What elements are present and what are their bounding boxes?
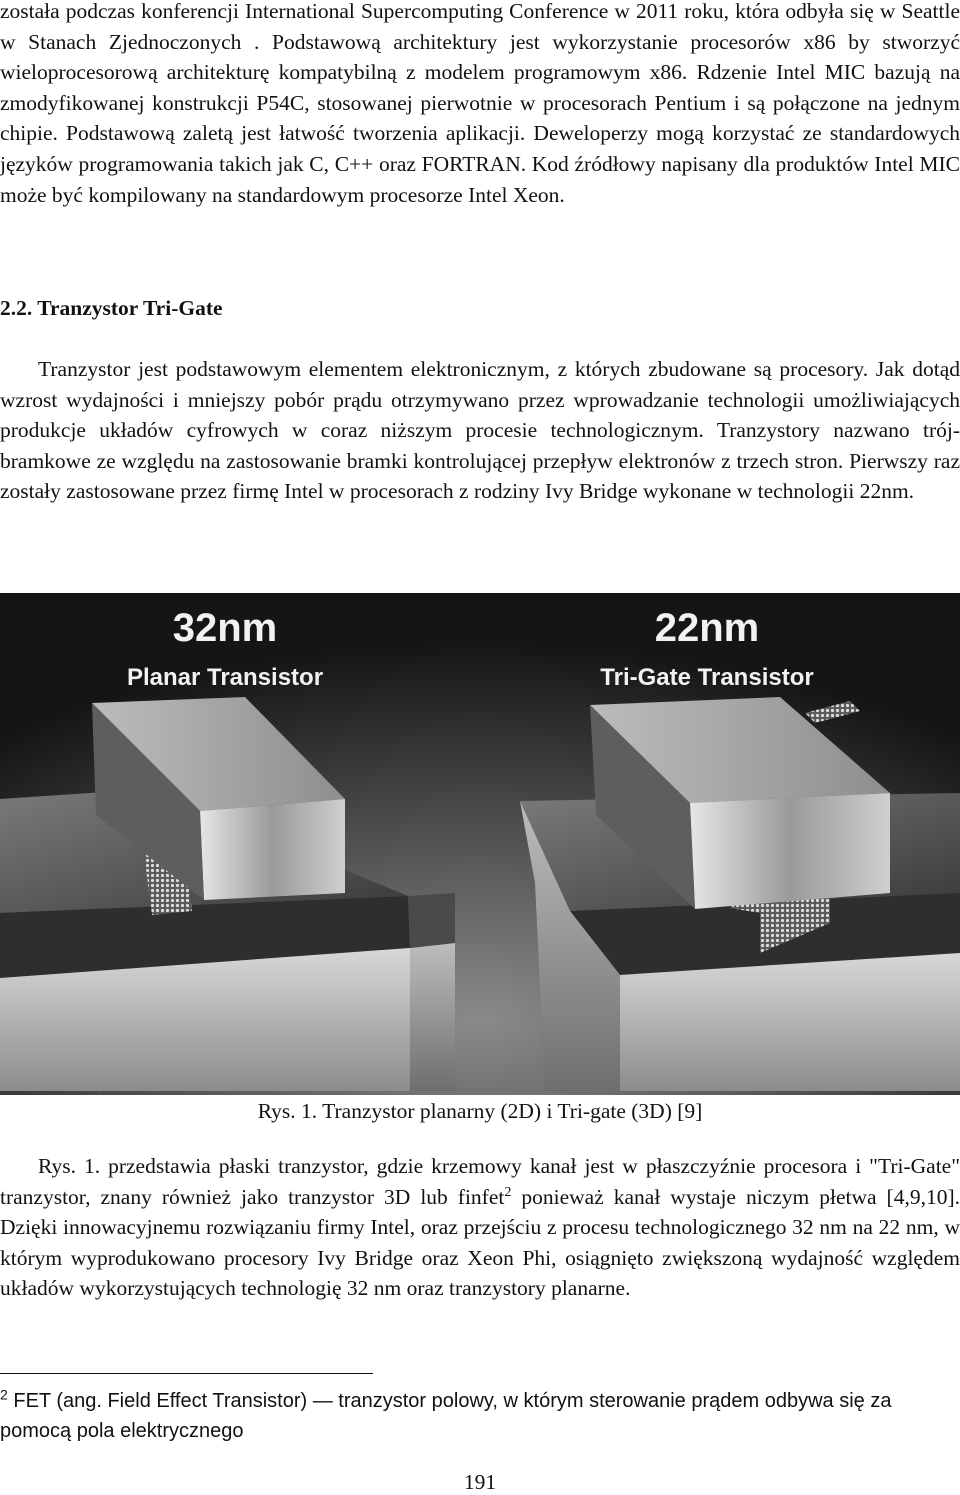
figure-description-paragraph bbox=[0, 1151, 960, 1304]
paragraph-text-b: ponieważ kanał wystaje niczym płetwa [4,9,10]. Dzięki innowacyjnemu rozwiązaniu firmy Intel, oraz przejściu z procesu technologicznego 32 nm na 22 nm, w którym wyprodukowano procesory Ivy Bridge oraz Xeon Phi, osiągnięto zwiększoną wydajność względem układów wykorzystujących technologię 32 nm oraz tranzystory planarne. bbox=[0, 1184, 960, 1301]
footnote-text: FET (ang. Field Effect Transistor) — tranzystor polowy, w którym sterowanie prądem odbywa się za pomocą pola elektrycznego bbox=[0, 1390, 892, 1442]
right-subtitle: Tri-Gate Transistor bbox=[600, 664, 814, 691]
left-subtitle: Planar Transistor bbox=[126, 664, 324, 691]
intro-paragraph: została podczas konferencji International Supercomputing Conference w 2011 roku, która odbyła się w Seattle w Stanach Zjednoczonych . Podstawową architektury jest wykorzystanie procesorów x86 by stworzyć wieloprocesorową architekturę kompatybilną z modelem programowym x86. Rdzenie Intel MIC bazują na zmodyfikowanej konstrukcji P54C, stosowanej pierwotnie w procesorach Pentium i są połączone na jednym chipie. Podstawową zaletą jest łatwość tworzenia aplikacji. Deweloperzy mogą korzystać ze standardowych języków programowania takich jak C, C++ oraz FORTRAN. Kod źródłowy napisany dla produktów Intel MIC może być kompilowany na standardowym procesorze Intel Xeon. bbox=[0, 0, 960, 207]
page-number: 191 bbox=[463, 1470, 497, 1494]
footnote-reference: 2 bbox=[504, 1184, 512, 1200]
footnote-separator bbox=[0, 1373, 373, 1374]
paragraph-text-a: Rys. 1. przedstawia płaski tranzystor, gdzie krzemowy kanał jest w płaszczyźnie procesora i "Tri-Gate" tranzystor, znany również jako tranzystor 3D lub finfet bbox=[0, 1154, 960, 1209]
section-heading: 2.2. Tranzystor Tri-Gate bbox=[0, 296, 223, 320]
left-title: 32nm bbox=[172, 606, 278, 650]
transistor-figure bbox=[0, 593, 960, 1095]
footnote bbox=[0, 1386, 960, 1446]
figure-caption: Rys. 1. Tranzystor planarny (2D) i Tri-gate (3D) [9] bbox=[257, 1099, 703, 1123]
transistor-illustration bbox=[0, 593, 960, 1095]
right-title: 22nm bbox=[654, 606, 760, 650]
transistor-paragraph-text: Tranzystor jest podstawowym elementem elektronicznym, z których zbudowane są procesory. Jak dotąd wzrost wydajności i mniejszy pobór prądu otrzymywano przez wprowadzanie technologii umożliwiających produkcje układów cyfrowych w coraz niższym procesie technologicznym. Tranzystory nazwano trój-bramkowe ze względu na zastosowanie bramki kontrolującej przepływ elektronów z trzech stron. Pierwszy raz zostały zastosowane przez firmę Intel w procesorach z rodziny Ivy Bridge wykonane w technologii 22nm. bbox=[0, 357, 960, 504]
transistor-paragraph bbox=[0, 354, 960, 507]
footnote-number: 2 bbox=[0, 1386, 8, 1403]
